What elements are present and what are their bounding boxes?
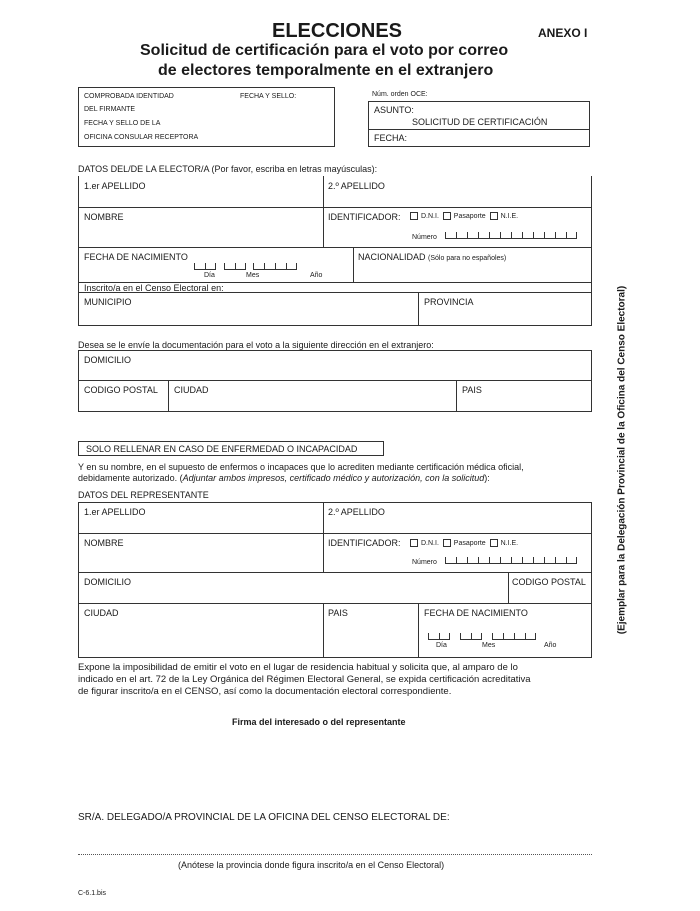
- delegado-label: SR/A. DELEGADO/A PROVINCIAL DE LA OFICINA DEL CENSO ELECTORAL DE:: [78, 812, 450, 823]
- elector-dob-boxes[interactable]: [194, 262, 297, 272]
- rep-apellido2-label: 2.º APELLIDO: [328, 507, 385, 517]
- oce-fecha-label: FECHA:: [374, 133, 408, 143]
- address-codigo-postal-label: CODIGO POSTAL: [84, 385, 158, 395]
- rep-nombre-label: NOMBRE: [84, 538, 124, 548]
- statement-line1: Expone la imposibilidad de emitir el voto en el lugar de residencia habitual y solicita que, al amparo de lo: [78, 662, 518, 673]
- rep-codigo-postal-label: CODIGO POSTAL: [512, 577, 586, 587]
- office-line4: OFICINA CONSULAR RECEPTORA: [84, 134, 199, 141]
- address-ciudad-label: CIUDAD: [174, 385, 209, 395]
- form-title: ELECCIONES: [272, 20, 403, 42]
- nie-checkbox[interactable]: [490, 212, 498, 220]
- elector-id-options: [410, 212, 518, 220]
- elector-section-label: DATOS DEL/DE LA ELECTOR/A (Por favor, escriba en letras mayúsculas):: [78, 164, 378, 174]
- elector-inscrito-label: Inscrito/a en el Censo Electoral en:: [84, 283, 224, 293]
- oce-asunto-label: ASUNTO:: [374, 105, 414, 115]
- rep-identificador-label: IDENTIFICADOR:: [328, 538, 401, 548]
- dni-checkbox[interactable]: [410, 212, 418, 220]
- address-pais-label: PAIS: [462, 385, 482, 395]
- rep-numero-label: Número: [412, 559, 437, 566]
- elector-nacionalidad-label: NACIONALIDAD (Sólo para no españoles): [358, 252, 507, 262]
- elector-provincia-label: PROVINCIA: [424, 297, 474, 307]
- rep-dob-boxes[interactable]: [428, 632, 536, 642]
- address-section-label: Desea se le envíe la documentación para el voto a la siguiente dirección en el extranjero:: [78, 340, 434, 350]
- representative-note-line2: debidamente autorizado. (Adjuntar ambos impresos, certificado médico y autorización, con la solicitud):: [78, 473, 490, 483]
- annex-label: ANEXO I: [538, 26, 588, 40]
- rep-pasaporte-checkbox[interactable]: [443, 539, 451, 547]
- office-line3: FECHA Y SELLO DE LA: [84, 120, 161, 127]
- form-subtitle-line2: de electores temporalmente en el extranjero: [158, 62, 494, 79]
- form-code: C-6.1.bis: [78, 890, 107, 897]
- rep-nie-label: N.I.E.: [500, 539, 519, 547]
- statement-line2: indicado en el art. 72 de la Ley Orgánica del Régimen Electoral General, se expida certificación acreditativa: [78, 674, 531, 685]
- rep-dni-label: D.N.I.: [421, 539, 439, 547]
- rep-nie-checkbox[interactable]: [490, 539, 498, 547]
- rep-dni-checkbox[interactable]: [410, 539, 418, 547]
- dni-label: D.N.I.: [421, 212, 439, 220]
- side-copy-label: (Ejemplar para la Delegación Provincial de la Oficina del Censo Electoral): [616, 285, 628, 635]
- rep-pasaporte-label: Pasaporte: [453, 539, 486, 547]
- rep-pais-label: PAIS: [328, 608, 348, 618]
- oce-order-number: Núm. orden OCE:: [372, 91, 428, 98]
- pasaporte-checkbox[interactable]: [443, 212, 451, 220]
- pasaporte-label: Pasaporte: [453, 212, 486, 220]
- address-domicilio-label: DOMICILIO: [84, 355, 132, 365]
- elector-nombre-label: NOMBRE: [84, 212, 124, 222]
- statement-line3: de figurar inscrito/a en el CENSO, así como la documentación electoral correspondiente.: [78, 686, 452, 697]
- elector-dia-label: Día: [204, 272, 215, 279]
- address-table: [78, 350, 592, 412]
- oce-asunto-value: SOLICITUD DE CERTIFICACIÓN: [412, 117, 548, 127]
- nie-label: N.I.E.: [500, 212, 519, 220]
- form-subtitle-line1: Solicitud de certificación para el voto por correo: [140, 42, 509, 59]
- signature-label: Firma del interesado o del representante: [232, 717, 406, 727]
- elector-identificador-label: IDENTIFICADOR:: [328, 212, 401, 222]
- elector-numero: [412, 232, 577, 241]
- numero-digit-boxes[interactable]: [445, 232, 577, 239]
- elector-fecha-nacimiento-label: FECHA DE NACIMIENTO: [84, 252, 188, 262]
- rep-id-options: [410, 539, 518, 547]
- rep-numero: [412, 557, 577, 566]
- rep-numero-digit-boxes[interactable]: [445, 557, 577, 564]
- elector-municipio-label: MUNICIPIO: [84, 297, 132, 307]
- representative-note-line1: Y en su nombre, en el supuesto de enfermos o incapaces que lo acrediten mediante certificación médica oficial,: [78, 462, 524, 472]
- office-line1: COMPROBADA IDENTIDAD: [84, 93, 174, 100]
- incapacity-notice: SOLO RELLENAR EN CASO DE ENFERMEDAD O INCAPACIDAD: [86, 444, 358, 454]
- rep-fecha-nacimiento-label: FECHA DE NACIMIENTO: [424, 608, 528, 618]
- province-dotted-line[interactable]: [78, 854, 592, 855]
- office-fecha-sello: FECHA Y SELLO:: [240, 93, 297, 100]
- representative-section-label: DATOS DEL REPRESENTANTE: [78, 490, 209, 500]
- elector-anio-label: Año: [310, 272, 323, 279]
- rep-apellido1-label: 1.er APELLIDO: [84, 507, 146, 517]
- elector-apellido2-label: 2.º APELLIDO: [328, 181, 385, 191]
- numero-label: Número: [412, 234, 437, 241]
- rep-anio-label: Año: [544, 642, 557, 649]
- office-line2: DEL FIRMANTE: [84, 106, 136, 113]
- anotese-note: (Anótese la provincia donde figura inscrito/a en el Censo Electoral): [178, 860, 445, 870]
- rep-mes-label: Mes: [482, 642, 496, 649]
- rep-domicilio-label: DOMICILIO: [84, 577, 132, 587]
- elector-mes-label: Mes: [246, 272, 260, 279]
- rep-dia-label: Día: [436, 642, 447, 649]
- elector-apellido1-label: 1.er APELLIDO: [84, 181, 146, 191]
- elector-table: [78, 176, 592, 326]
- rep-ciudad-label: CIUDAD: [84, 608, 119, 618]
